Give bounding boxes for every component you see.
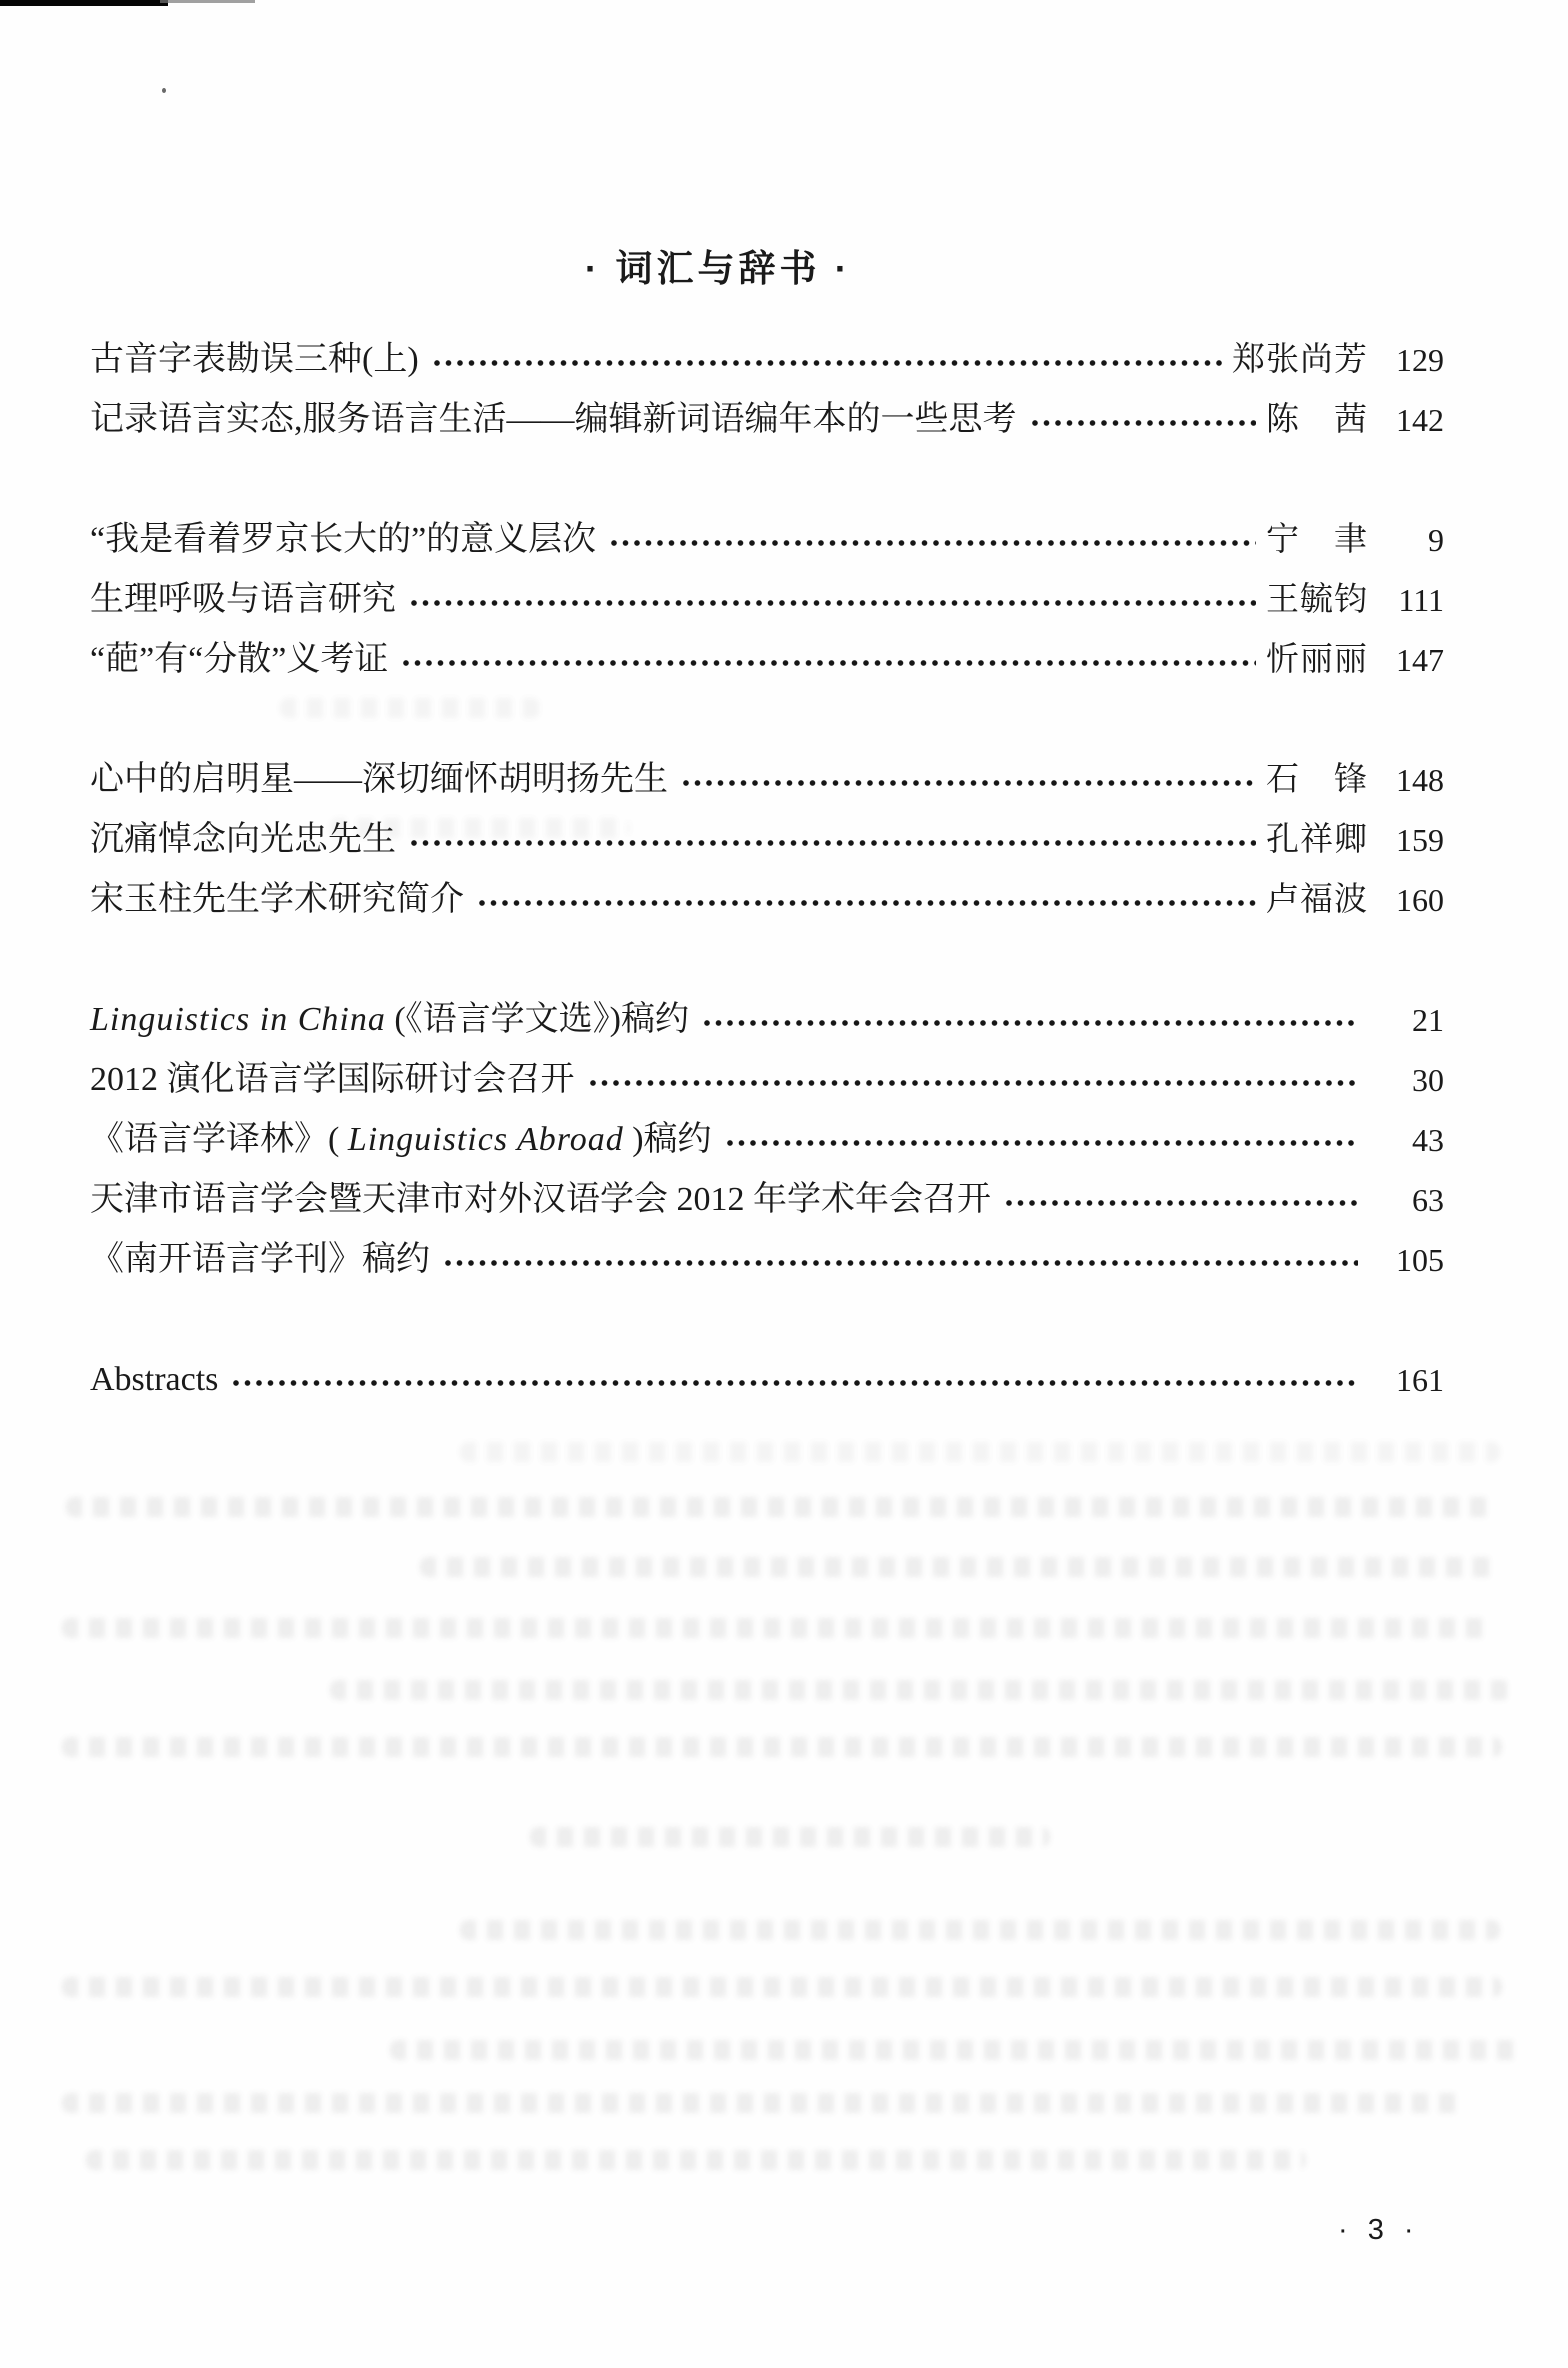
entry-title: 宋玉柱先生学术研究简介 [90,881,464,918]
toc-entry [90,750,1444,810]
page-number-footer: · 3 · [1338,2214,1420,2246]
entry-author: 宁 聿 [1266,522,1368,558]
entry-page-number: 147 [1396,642,1444,678]
entry-title: 沉痛悼念向光忠先生 [90,821,396,858]
entry-author: 陈 茜 [1266,402,1368,438]
entry-title-cont: (《语言学文选》)稿约 [385,1001,689,1038]
dot-leader [478,870,1256,930]
entry-title-latin: Linguistics in China [90,1001,386,1038]
dot-leader [444,1230,1358,1290]
scan-edge-artifact-tail [160,0,255,3]
toc-entry [90,1050,1444,1110]
entry-author: 忻丽丽 [1266,642,1368,678]
entry-author: 王毓钧 [1266,582,1368,618]
toc-entry [90,1350,1444,1410]
entry-page-number: 111 [1398,582,1444,618]
toc-group [90,990,1444,1290]
entry-title: 《语言学译林》( [90,1121,348,1158]
entry-page-number: 9 [1428,522,1444,558]
dot-leader [1005,1170,1358,1230]
entry-page-number: 160 [1396,882,1444,918]
dot-leader [1031,390,1257,450]
toc-group [90,1350,1444,1410]
entry-author: 郑张尚芳 [1232,342,1368,378]
dot-leader [433,330,1222,390]
entry-title: 《南开语言学刊》稿约 [90,1241,430,1278]
entry-page-number: 105 [1396,1242,1444,1278]
scan-speck [162,88,166,93]
entry-title: 记录语言实态,服务语言生活——编辑新词语编年本的一些思考 [90,401,1017,438]
entry-title: “葩”有“分散”义考证 [90,641,389,678]
dot-leader [410,570,1256,630]
dot-leader [589,1050,1359,1110]
toc [90,330,1444,1470]
entry-page-number: 43 [1412,1122,1444,1158]
entry-title-cont: )稿约 [623,1121,712,1158]
entry-title: 天津市语言学会暨天津市对外汉语学会 2012 年学术年会召开 [90,1181,991,1218]
toc-entry [90,390,1444,450]
entry-author: 卢福波 [1266,882,1368,918]
entry-title: 2012 演化语言学国际研讨会召开 [90,1061,575,1098]
entry-author: 孔祥卿 [1266,822,1368,858]
toc-entry [90,1170,1444,1230]
toc-group [90,750,1444,930]
entry-title-latin: Linguistics Abroad [347,1121,624,1158]
entry-page-number: 161 [1396,1362,1444,1398]
toc-group [90,330,1444,450]
toc-entry [90,510,1444,570]
entry-title: Abstracts [90,1361,219,1398]
entry-page-number: 129 [1396,342,1444,378]
entry-page-number: 148 [1396,762,1444,798]
entry-page-number: 63 [1412,1182,1444,1218]
toc-entry [90,570,1444,630]
entry-page-number: 30 [1412,1062,1444,1098]
toc-group [90,510,1444,690]
entry-title: 古音字表勘误三种(上) [90,341,419,378]
scan-edge-artifact [0,0,168,6]
toc-entry [90,870,1444,930]
toc-entry [90,990,1444,1050]
toc-entry [90,810,1444,870]
toc-entry [90,330,1444,390]
toc-entry [90,630,1444,690]
dot-leader [232,1350,1358,1410]
entry-page-number: 21 [1412,1002,1444,1038]
toc-entry [90,1110,1444,1170]
entry-page-number: 142 [1396,402,1444,438]
entry-title: “我是看着罗京长大的”的意义层次 [90,521,597,558]
entry-title: 生理呼吸与语言研究 [90,581,396,618]
entry-author: 石 锋 [1266,762,1368,798]
entry-title: 心中的启明星——深切缅怀胡明扬先生 [90,761,668,798]
dot-leader [682,750,1256,810]
dot-leader [703,990,1358,1050]
dot-leader [402,630,1256,690]
section-header: · 词汇与辞书 · [584,248,852,289]
entry-page-number: 159 [1396,822,1444,858]
dot-leader [726,1110,1358,1170]
dot-leader [610,510,1256,570]
toc-entry [90,1230,1444,1290]
